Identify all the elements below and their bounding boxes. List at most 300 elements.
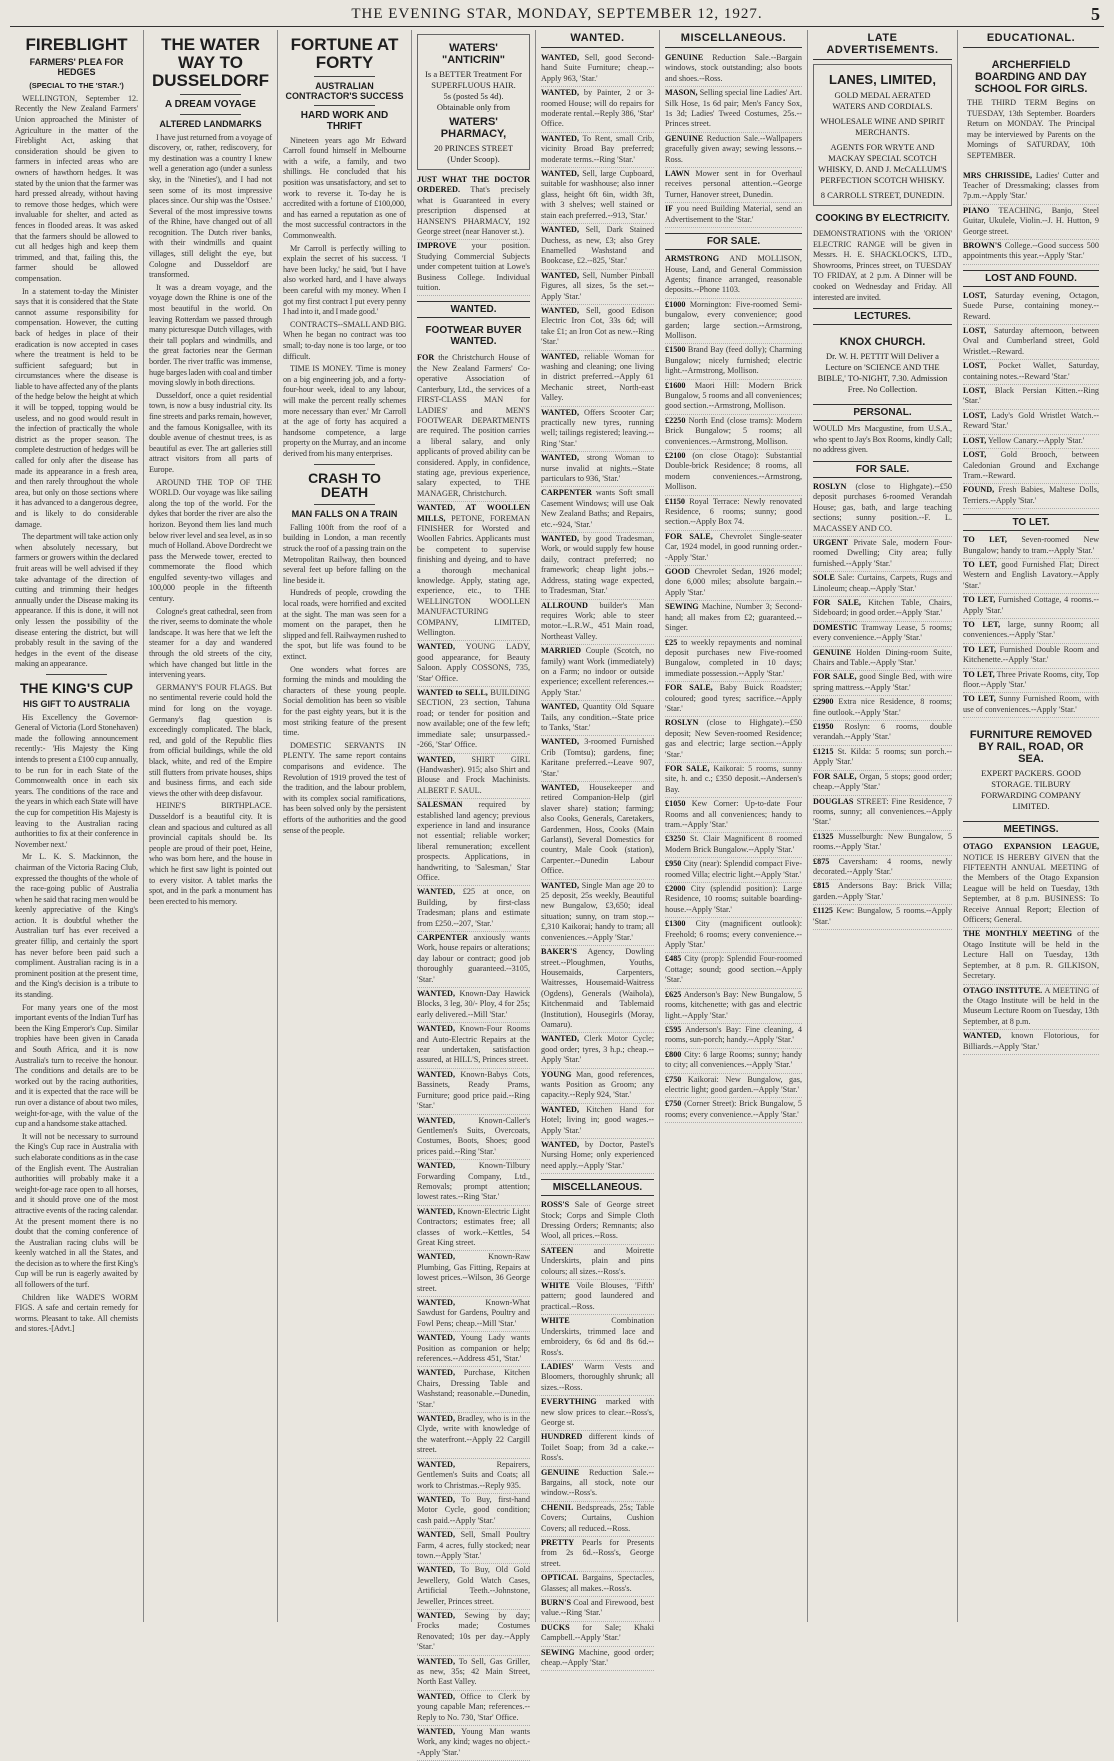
classified-ad-text: Coal and Firewood, best value.--Ring 'Star.'	[541, 1598, 654, 1618]
masthead-title: THE EVENING STAR, MONDAY, SEPTEMBER 12, 1927.	[351, 6, 763, 22]
classified-ad-heading: WANTED,	[541, 1034, 579, 1044]
classified-ad-heading: WANTED,	[963, 1031, 1001, 1041]
classified-ad-text: 3-roomed Furnished Crib (Tomtsu); gardens, fine; Karitane preferred.--Leave 907, 'Star.'	[541, 737, 654, 778]
classified-ad-text: Sell, large Cupboard, suitable for washhouse; also inner glass, height 6ft 6in, width 3ft, with 3 shelves; well stained or stain each preferred.--913, 'Star.'	[541, 169, 654, 220]
lanes-title: LANES, LIMITED,	[829, 72, 936, 87]
classified-ad	[665, 415, 802, 450]
classified-ad	[541, 645, 654, 701]
school-advertisement	[963, 52, 1099, 166]
article-paragraph: Cologne's great cathedral, seen from the river, seems to dominate the whole landscape. It was here that we left the steamer for a day and wandered through the old streets of the city, which have changed but little in the intervening years.	[149, 606, 272, 680]
classified-ad	[963, 669, 1099, 694]
classified-ad-heading: THE MONTHLY MEETING	[963, 929, 1073, 939]
article-paragraph: It was a dream voyage, and the voyage down the Rhine is one of the most beautiful in the world. On leaving Rotterdam we passed through many picturesque Dutch villages, with their tall poplars and windmills, and the great factories near the German border. The river traffic was immense, huge barges laden with coal and timber moving slowly in both directions.	[149, 282, 272, 388]
classified-ad-text: of the Otago Institute will be held in the Lecture Hall on Tuesday, 13th September, at 8 p.m. R. GILKISON, Secretary.	[963, 929, 1100, 981]
classified-ad	[417, 1494, 530, 1529]
lecture-title: KNOX CHURCH.	[839, 336, 926, 349]
classified-ad-heading: WHITE	[541, 1316, 570, 1326]
classified-ad-heading: WANTED,	[541, 702, 579, 712]
classified-ad-heading: WANTED,	[417, 887, 455, 897]
classified-ad-text: Known-Four Rooms and Auto-Electric Repairs at the rear undertaken, satisfaction assured, at HILL'S, Princes street.	[417, 1024, 530, 1065]
classified-ad-text: (close to Highgate).--£50 deposit purchases 6-roomed Verandah House; gas, bath, and large teaching sections; sunny position.--F. L. MACASSEY AND CO.	[813, 481, 952, 533]
divider	[314, 105, 376, 106]
classified-ad-heading: WANTED,	[541, 225, 579, 235]
classified-ad-heading: SATEEN	[541, 1245, 574, 1255]
anticrin-title: WATERS' "ANTICRIN"	[442, 42, 505, 66]
classified-ad-text: by Painter, 2 or 3-roomed House; will do repairs for moderate rental.--Reply 386, 'Star' Office.	[541, 88, 655, 129]
classified-ad-text: marked with new slow prices to clear.--Ross's, George st.	[541, 1397, 654, 1427]
classified-ad-heading: WHITE	[541, 1281, 570, 1291]
crash-body	[283, 523, 406, 836]
classified-ad-text: £25 at once, on Building, by first-class Tradesman; plans and estimate from £250.--207, 'Star.'	[417, 887, 530, 928]
classified-ad	[417, 502, 530, 641]
classified-ad-text: Mower sent in for Overhaul receives personal attention.--George Turner, Hanover street, Dunedin.	[665, 169, 802, 199]
classified-ad-heading: OTAGO EXPANSION LEAGUE,	[963, 842, 1099, 852]
classified-ad-heading: BURN'S	[541, 1598, 572, 1608]
lecture-advertisement	[813, 329, 952, 399]
classified-ad-text: Warm Vests and Bloomers, thoroughly shrunk; all sizes.--Ross.	[541, 1361, 654, 1392]
classified-ad-heading: BROWN'S	[963, 241, 1002, 250]
classified-ad-text: good Single Bed, with wire spring mattress.--Apply 'Star.'	[813, 672, 953, 692]
classified-ad-text: Bradley, who is in the Clyde, write with knowledge of the waterfront.--Apply 22 Cargill street.	[417, 1414, 530, 1455]
anticrin-advertisement	[417, 34, 530, 170]
classified-ad-heading: £1000	[665, 299, 686, 309]
classified-ad-heading: LOST,	[963, 326, 987, 336]
classified-ad	[417, 1251, 530, 1297]
lanes-address: 8 CARROLL STREET, DUNEDIN.	[820, 190, 945, 200]
classified-ad-heading: FOR SALE,	[813, 771, 857, 781]
classified-ad	[813, 537, 952, 572]
classified-ad-heading: £750	[665, 1099, 682, 1109]
classified-ad	[665, 344, 802, 379]
classified-ad	[963, 644, 1099, 669]
anticrin-line: Is a BETTER Treatment For SUPERFLUOUS HAIR.	[425, 69, 522, 90]
classified-ad-text: Kaikorai: 5 rooms, sunny site, h. and c.; £350 deposit.--Andersen's Bay.	[665, 763, 803, 794]
article-paragraph: Mr L. K. S. Mackinnon, the chairman of the Victoria Racing Club, expressed the thoughts of the whole of the race-going public of Australia when he said that racing men would be keenly appreciative of the King's action. It is doubtful whether the Australian turf has ever received a greater fillip, and certainly the sport has never before been paid such a compliment. Australian racing is in a prominent position at the present time, and the King's decision is a tribute to its standing.	[15, 852, 138, 1000]
classified-ad-heading: WANTED,	[417, 1691, 455, 1701]
classified-ad-heading: PIANO	[963, 205, 990, 215]
classified-ad-heading: WANTED,	[417, 1069, 455, 1079]
for-sale-section-header: FOR SALE.	[665, 233, 802, 250]
classified-ad-heading: LAWN	[665, 169, 690, 179]
classified-ad	[963, 205, 1099, 240]
classified-ad-heading: WANTED,	[417, 754, 455, 764]
divider	[180, 94, 242, 95]
classified-ad	[541, 1572, 654, 1597]
classified-ad	[963, 1030, 1099, 1055]
classified-ad-heading: LOST,	[963, 386, 987, 396]
classified-ad-heading: FOR SALE,	[813, 672, 857, 682]
cooking-header: COOKING BY ELECTRICITY.	[815, 213, 950, 224]
classified-ad-heading: £2000	[665, 884, 686, 894]
classified-ad	[417, 1459, 530, 1494]
classified-ad	[417, 1297, 530, 1332]
classified-ad-heading: WANTED,	[541, 133, 579, 143]
classified-ad-heading: SOLE	[813, 573, 835, 583]
classified-ad-heading: ARMSTRONG	[665, 254, 720, 264]
classified-ad-text: good Furnished Flat; Direct Western and English Lavatory.--Apply 'Star.'	[963, 559, 1100, 590]
classified-ad	[665, 637, 802, 683]
classified-ad-text: Ladies' Cutter and Teacher of Dressmaking; classes from 7p.m.--Apply 'Star.'	[963, 170, 1099, 201]
classified-ad-text: wants Soft small Casement Windows; will use Oak New Zealand Baths; and Repairs, etc.--924, 'Star.'	[541, 488, 654, 529]
classified-ad-heading: TO LET,	[963, 595, 996, 605]
classified-ad-text: Seven-roomed New Bungalow; handy to tram.--Apply 'Star.'	[963, 535, 1099, 555]
classified-ad-text: Office to Clerk by young capable Man; references.--Reply to No. 730, 'Star' Office.	[417, 1691, 530, 1722]
classified-ad	[963, 594, 1099, 619]
classified-list	[963, 170, 1099, 265]
classified-ad-text: Sunny Furnished Room, with use of conveniences.--Apply 'Star.'	[963, 694, 1099, 714]
classified-ad	[963, 693, 1099, 718]
classified-ad-text: Quantity Old Square Tails, any condition.--State price to Tanks, 'Star.'	[541, 702, 655, 732]
classified-ad	[813, 831, 952, 856]
school-title: ARCHERFIELD BOARDING AND DAY SCHOOL FOR GIRLS.	[974, 59, 1088, 95]
classified-ad-text: large, sunny Room; all conveniences.--Apply 'Star.'	[963, 619, 1099, 640]
classified-ad-heading: SEWING	[541, 1647, 575, 1657]
classified-ad-heading: £1500	[665, 345, 686, 355]
classified-ad-text: Bargains, Spectacles, Glasses; all makes.--Ross's.	[541, 1573, 655, 1593]
classified-ad	[541, 452, 654, 487]
classified-ad-text: City (magnificent outlook): Freehold; 6 rooms; every convenience.--Apply 'Star.'	[665, 919, 803, 950]
school-text: THE THIRD TERM Begins on TUESDAY, 13th September. Boarders Return on MONDAY. The Principal may be interviewed by Parents on the Mornings of SATURDAY, 10th SEPTEMBER.	[967, 98, 1095, 160]
classified-ad-heading: SEWING	[665, 602, 699, 612]
classified-ad-text: St. Clair Magnificent 8 roomed Modern Brick Bungalow.--Apply 'Star.'	[665, 834, 802, 854]
classified-ad	[963, 484, 1099, 509]
dusseldorf-subhead-2: ALTERED LANDMARKS	[159, 118, 262, 129]
classified-ad-text: To Sell, Gas Griller, as new, 35s; 42 Main Street, North East Valley.	[417, 1656, 530, 1687]
classified-ad	[963, 360, 1099, 385]
classified-ad-heading: WANTED,	[417, 1024, 455, 1034]
classified-ad	[541, 1245, 654, 1280]
classified-ad-heading: £875	[813, 856, 830, 866]
personal-header: PERSONAL.	[813, 404, 952, 421]
classified-ad-text: builder's Man requires Work; able to steer motor.--L.R.W., 451 Main road, Northeast Valley.	[541, 600, 654, 641]
classified-ad	[665, 833, 802, 858]
classified-ad	[541, 736, 654, 782]
divider	[46, 674, 108, 675]
classified-ad-text: Machine, good order; cheap.--Apply 'Star.'	[541, 1647, 654, 1668]
classified-ad-heading: DUCKS	[541, 1622, 570, 1632]
classified-ad-text: Kaikorai: New Bungalow, gas, electric light; good garden.--Apply 'Star.'	[665, 1074, 802, 1094]
classified-ad-text: Saturday evening, Octagon, Suede Purse, containing money.--Reward.	[963, 290, 1100, 321]
classified-ad-text: Bedspreads, 25s; Table Covers; Curtains, Cushion Covers; all reduced.--Ross.	[541, 1502, 654, 1533]
classified-ad-text: To Rent, small Crib, vicinity Broad Bay preferred; moderate terms.--Ring 'Star.'	[541, 133, 654, 164]
classified-ad-heading: HUNDRED	[541, 1432, 583, 1442]
classified-ad-text: Known-Caller's Gentlemen's Suits, Overcoats, Costumes, Boots, Shoes; good prices paid.--Ring 'Star.'	[417, 1115, 530, 1156]
classified-ad-heading: SALESMAN	[417, 800, 463, 810]
classified-ad	[665, 1024, 802, 1049]
classified-ad-heading: £750	[665, 1074, 682, 1084]
classified-ad	[417, 1529, 530, 1564]
classified-ad-text: Extra nice Residence, 8 rooms; fine outlook.--Apply 'Star.'	[813, 697, 953, 717]
classified-ad	[813, 572, 952, 597]
classified-ad-text: (Corner Street): Brick Bungalow, 5 rooms; every convenience.--Apply 'Star.'	[665, 1099, 802, 1119]
classified-ad-heading: WANTED,	[417, 1459, 455, 1469]
classified-ad-heading: £625	[665, 989, 682, 999]
classified-ad	[963, 449, 1099, 484]
classified-ad-heading: £1600	[665, 380, 686, 390]
article-paragraph: One wonders what forces are forming the minds and moulding the characters of these young people. Social demolition has been so visible for the past eighty years, but it is the most striking feature of the present time.	[283, 664, 406, 738]
classified-ad-heading: WANTED to SELL,	[417, 688, 488, 698]
classified-ad-text: Voile Blouses, 'Fifth' pattern; good laundered and practical.--Ross.	[541, 1281, 654, 1311]
classified-ad-text: Young Man wants Work, any kind; wages no object.--Apply 'Star.'	[417, 1727, 531, 1757]
classified-ad	[665, 566, 802, 601]
classified-ad-text: Holden Dining-room Suite, Chairs and Table.--Apply 'Star.'	[813, 647, 952, 668]
classified-ad-text: Reduction Sale.--Wallpapers gracefully given away; sewing lessons.--Ross.	[665, 133, 802, 164]
classified-ad-text: Musselburgh: New Bungalow, 5 rooms.--Apply 'Star.'	[813, 831, 953, 852]
classified-ad	[813, 696, 952, 721]
anticrin-line-2: Obtainable only from	[436, 102, 511, 112]
fortune-subhead: AUSTRALIAN CONTRACTOR'S SUCCESS	[285, 80, 404, 101]
classified-ad-text: by good Tradesman, Work, or would supply few house daily, contract preferred; no framework; cheap light jobs.--Address, stating wage expected, to Tradesman, 'Star.'	[541, 534, 655, 596]
article-paragraph: TIME IS MONEY. 'Time is money on a big engineering job, and a forty-four-hour week, ideal to any labour, will make the percent really schemes more necessary than ever.' Mr Carroll at the age of forty has acquired a handsome competence, a large property on the Murray, and an income derived from his many enterprises.	[283, 364, 406, 458]
classified-ad-heading: WANTED,	[417, 1610, 455, 1620]
classified-ad-heading: WANTED,	[417, 1333, 455, 1343]
classified-ad-text: NOTICE IS HEREBY GIVEN that the FIFTEENTH ANNUAL MEETING of the Members of the Otago Expansion League will be held on Tuesday, 13th September, at 8 p.m. BUSINESS: To Receive Annual Report; Election of Officers; General.	[963, 852, 1099, 925]
classified-ad-text: Anderson's Bay: Fine cleaning, 4 rooms, sun-porch; handy.--Apply 'Star.'	[665, 1024, 802, 1045]
classified-ad-heading: WANTED,	[417, 1298, 455, 1307]
classified-ad-heading: WANTED,	[541, 53, 579, 62]
classified-ad-heading: £1325	[813, 831, 834, 841]
classified-ad-text: Sell, Dark Stained Duchess, as new, £3; also Grey Enamelled Washstand and Bookcase, £2.--825, 'Star.'	[541, 225, 655, 266]
divider	[314, 504, 376, 505]
classified-ad-heading: WANTED,	[417, 1252, 455, 1262]
classified-ad-text: Royal Terrace: Newly renovated Residence, 6 rooms; sunny; good section.--Apply Box 74.	[665, 496, 802, 527]
classified-ad-heading: TO LET,	[963, 669, 995, 679]
classified-ad-text: SHIRT GIRL (Handwasher). 915; also Shirt and Blouse and Frock Machinists. ALBERT F. SAUL.	[417, 754, 530, 795]
classified-ad-text: City: 6 large Rooms; sunny; handy to city; all conveniences.--Apply 'Star.'	[665, 1049, 803, 1070]
classified-ad-heading: LOST,	[963, 435, 987, 445]
classified-ad	[417, 1367, 530, 1413]
classified-ad-heading: WANTED,	[417, 1494, 455, 1504]
classified-ad-heading: WANTED,	[541, 88, 579, 98]
column-3	[278, 30, 412, 1622]
miscellaneous-section-header: MISCELLANEOUS.	[665, 30, 802, 48]
classified-ad	[541, 305, 654, 351]
fireblight-subhead: FARMERS' PLEA FOR HEDGES	[29, 56, 124, 77]
classified-ad-text: Organ, 5 stops; good order; cheap.--Apply 'Star.'	[813, 771, 952, 792]
classified-ad	[541, 52, 654, 87]
classified-ad	[417, 1115, 530, 1161]
classified-ad	[665, 87, 802, 133]
classified-ad-heading: WANTED,	[541, 1104, 579, 1114]
classified-ad	[417, 754, 530, 800]
classified-ad	[813, 597, 952, 622]
page-number: 5	[1091, 4, 1100, 24]
classified-ad	[963, 385, 1099, 410]
column-7	[808, 30, 958, 1622]
classified-ad-heading: WANTED,	[541, 351, 579, 361]
classified-ad	[541, 407, 654, 453]
classified-ad-text: known Flotorious, for Billiards.--Apply 'Star.'	[963, 1031, 1100, 1051]
classified-ad-text: TEACHING, Banjo, Steel Guitar, Ukulele, Violin.--J. H. Hutton, 9 George street.	[963, 205, 1099, 236]
classified-ad-text: To Buy, first-hand Motor Cycle, good condition; cash paid.--Apply 'Star.'	[417, 1494, 530, 1525]
classified-ad	[665, 531, 802, 566]
article-paragraph: For many years one of the most important events of the Indian Turf has been the King Emperor's Cup. Similar trophies have been given in Canada and South Africa, and it is now Australia's turn to receive the honour. The conditions and details are to be worked out by the racing authorities, and it is expected that the race will be run over a distance of about two miles, weight-for-age, with the value of the cup and a handsome stake attached.	[15, 1002, 138, 1129]
classified-ad	[541, 1622, 654, 1647]
classified-ad-text: Reduction Sale.--Bargains, all stock, note our window.--Ross's.	[541, 1467, 654, 1498]
meetings-header: MEETINGS.	[963, 821, 1099, 838]
classified-ad-text: Kitchen Hand for Hotel; living in; good wages.--Apply 'Star.'	[541, 1104, 654, 1135]
classified-ad	[665, 883, 802, 918]
classified-ad-heading: WANTED,	[541, 1140, 579, 1149]
classified-ad-heading: DOUGLAS	[813, 796, 854, 806]
classified-ad	[541, 1033, 654, 1068]
classified-ad	[417, 1726, 530, 1761]
classified-ad-text: Yellow Canary.--Apply 'Star.'	[988, 435, 1085, 445]
classified-ad	[963, 435, 1099, 449]
classified-ad-text: Lady's Gold Wristlet Watch.--Reward 'Star.'	[963, 410, 1099, 431]
furniture-advertisement	[963, 722, 1099, 816]
article-paragraph: I have just returned from a voyage of discovery, or, rather, rediscovery, for my destination was a country I knew well a generation ago (under a sunless sky, in the 'Nineties'), and I had not seen some of its most impressive places since. Our ship was the 'Ostsee.' Several of the most impressive towns of the Rhine, have changed out of all recognition. The Dutch river banks, with their windmills and quaint villages, still delight the eye, but Cologne and Dusseldorf are transformed.	[149, 132, 272, 280]
classified-ad-text: St. Kilda: 5 rooms; sun porch.--Apply 'Star.'	[813, 746, 952, 767]
classified-ad	[813, 856, 952, 881]
classified-ad	[417, 1413, 530, 1459]
classified-ad-text: Agency, Dowling street.--Ploughmen, Youths, Housemaids, Carpenters, Waitresses, Housemaid-Waitress (Ogdens), Generals (Waihola), Kitchenmaid and Tablemaid (Institution), Housegirls (Moray, Oamaru).	[541, 947, 654, 1029]
classified-ad	[541, 351, 654, 407]
classified-ad	[417, 1069, 530, 1115]
classified-ad-heading: WANTED,	[541, 407, 579, 417]
kingscup-subhead: HIS GIFT TO AUSTRALIA	[23, 698, 130, 709]
classified-ad-text: City (near): Splendid compact Five-roomed Villa; electric light.--Apply 'Star.'	[665, 859, 802, 879]
classified-ad-text: Man, good references, wants Position as Groom; any capacity.--Reply 924, 'Star.'	[541, 1069, 654, 1100]
classified-ad-text: Chevrolet Single-seater Car, 1924 model, in good running order.--Apply 'Star.'	[665, 531, 803, 562]
classified-ad	[963, 534, 1099, 559]
classified-ad-text: Fresh Babies, Maltese Dolls, Terriers.--Apply 'Star.'	[963, 485, 1100, 505]
classified-ad	[665, 52, 802, 87]
lectures-header: LECTURES.	[813, 308, 952, 325]
classified-ad	[541, 946, 654, 1033]
classified-ad-text: (close to Highgate).--£50 deposit; New Seven-roomed Residence; gas and electric; large section.--Apply 'Star.'	[665, 718, 803, 759]
classified-ad-heading: GOOD	[665, 567, 691, 577]
classified-ad	[665, 1098, 802, 1123]
classified-ad-heading: FOR SALE,	[813, 598, 861, 607]
classified-ad	[541, 270, 654, 305]
classified-ad-heading: FOR	[417, 353, 435, 363]
classified-ad-heading: OTAGO INSTITUTE.	[963, 985, 1043, 995]
classified-ad-text: different kinds of Toilet Soap; from 3d a cake.--Ross's.	[541, 1432, 654, 1463]
classified-ad-text: BUILDING SECTION, 23 section, Tahuna road; or tender for position and now available; one of the few left; immediate sale; unsurpassed.--266, 'Star' Office.	[417, 688, 530, 750]
classified-ad	[963, 240, 1099, 265]
classified-ad-heading: £815	[813, 881, 830, 891]
classified-ad-text: Sewing by day; Frocks made; Costumes Renovated; 10s per day.--Apply 'Star.'	[417, 1610, 530, 1652]
classified-ad-heading: WANTED,	[417, 1565, 455, 1575]
classified-ad	[417, 1691, 530, 1726]
classified-ad-heading: WANTED,	[417, 1115, 455, 1125]
classified-ad-text: Sell, Number Pinball Figures, all sizes, 5s the set.--Apply 'Star.'	[541, 270, 655, 301]
advertisement-footnote: Children like WADE'S WORM FIGS. A safe and certain remedy for worms. Pleasant to take. All chemists and stores.-[Advt.]	[15, 1292, 138, 1334]
miscellaneous-section-header: MISCELLANEOUS.	[541, 1179, 654, 1196]
classified-ad-text: Sale of George street Stock; Corps and Simple Cloth Dressing Orders; Remnants; also Wool, all prices.--Ross.	[541, 1200, 654, 1241]
classified-ad-heading: ROSLYN	[665, 718, 699, 728]
classified-ad-text: (on close Otago): Substantial Double-brick Residence; 8 rooms, all modern conveniences.--Armstrong, Mollison.	[665, 451, 803, 492]
classified-ad-heading: LOST,	[963, 450, 987, 460]
classified-ad-text: Maori Hill: Modern Brick Bungalow, 5 rooms and all conveniences; good section.--Armstrong, Mollison.	[665, 380, 803, 411]
classified-ad-text: City (prop): Splendid Four-roomed Cottage; sound; good section.--Apply 'Star.'	[665, 954, 802, 985]
classified-ad-text: AND MOLLISON, House, Land, and General Commission Agents; finance arranged, reasonable deposits.--Phone 1103.	[665, 254, 802, 295]
footwear-header: FOOTWEAR BUYER WANTED.	[425, 325, 522, 348]
classified-ad-text: PETONE, FOREMAN FINISHER for Worsted and Woollen Fabrics. Applicants must be competent to supervise finishing and dyeing, and to have a thorough mechanical knowledge. Apply, stating age, experience, etc., to THE WELLINGTON WOOLLEN MANUFACTURING COMPANY, LIMITED, Wellington.	[417, 513, 530, 638]
classified-ad-text: Clerk Motor Cycle; good order; tyres, 3 h.p.; cheap.--Apply 'Star.'	[541, 1034, 655, 1065]
classified-ad-heading: WANTED,	[417, 1530, 455, 1540]
classified-ad-heading: OPTICAL	[541, 1573, 579, 1583]
classified-ad-text: Kew Corner: Up-to-date Four Rooms and all conveniences; handy to tram.--Apply 'Star.'	[665, 799, 802, 829]
classified-ad-heading: TO LET,	[963, 535, 1007, 545]
classified-ad	[541, 1431, 654, 1466]
classified-ad-heading: WANTED,	[417, 1656, 455, 1666]
classified-ad	[541, 1315, 654, 1361]
classified-ad-heading: £1150	[665, 496, 686, 506]
classified-ad-heading: £1050	[665, 799, 686, 809]
classified-ad-text: Purchase, Kitchen Chairs, Dressing Table and Washstand; reasonable.--Dunedin, 'Star.'	[417, 1368, 530, 1409]
classified-ad	[541, 600, 654, 646]
classified-ad-heading: WANTED,	[541, 305, 579, 315]
classified-ad	[963, 928, 1099, 984]
classified-ad-heading: DOMESTIC	[813, 622, 858, 632]
classified-ad-text: Machine, Number 3; Second-hand; all makes from £2; guaranteed.--Singer.	[665, 602, 803, 633]
classified-ad	[665, 717, 802, 763]
classified-ad-heading: £1300	[665, 919, 686, 929]
classified-ad	[665, 858, 802, 883]
classified-ad-text: Mornington: Five-roomed Semi-bungalow, every convenience; good garden; large section.--Armstrong, Mollison.	[665, 299, 803, 340]
classified-list	[665, 52, 802, 228]
lanes-line: GOLD MEDAL AERATED WATERS AND CORDIALS.	[832, 90, 933, 111]
classified-ad-text: Known-Babys Cots, Bassinets, Ready Prams, Furniture; good price paid.--Ring 'Star.'	[417, 1069, 530, 1111]
classified-ad	[541, 1199, 654, 1245]
classified-ad-heading: WANTED,	[541, 453, 579, 463]
classified-ad-text: A MEETING of the Otago Institute will be held in the Museum Lecture Room on Tuesday, 13th September, at 8 p.m.	[963, 985, 1099, 1026]
classified-ad-text: Sell, good Edison Electric Iron Cot, 33s 6d; will take £1; an Iron Cot as new.--Ring 'Star.'	[541, 305, 654, 347]
classified-ad	[417, 1023, 530, 1069]
classified-ad	[665, 168, 802, 203]
classified-ad-heading: £2900	[813, 697, 834, 707]
personal-text: WOULD Mrs Macgustine, from U.S.A., who spent to Jay's Box Rooms, kindly Call; no address given.	[813, 424, 952, 455]
lanes-advertisement	[813, 64, 952, 206]
classified-ad-text: the Christchurch House of the New Zealand Farmers' Co-operative Association of Canterbury, Ltd., the services of a FIRST-CLASS MAN for LADIES' and MEN'S FOOTWEAR DEPARTMENTS are required. The position carries a liberal salary, and only applicants of proved ability can be considered. Apply, in confidence, stating age, previous experience, salary expected, to THE MANAGER, Christchurch.	[417, 353, 530, 498]
article-paragraph: Hundreds of people, crowding the local roads, were horrified and excited at the sight. The man was seen for a moment on the parapet, then he slipped and fell. Railwaymen rushed to the spot, but life was found to be extinct.	[283, 588, 406, 661]
classified-ad-heading: ALLROUND	[541, 600, 588, 610]
classified-ad	[417, 352, 530, 502]
article-paragraph: HEINE'S BIRTHPLACE. Dusseldorf is a beautiful city. It is clean and spacious and cultured as all provincial capitals should be. Its people are proud of their poet, Heine, who was born here, and the house in which he first saw light is pointed out to every visitor. A tablet marks the spot, and in the park a monument has been erected to his memory.	[149, 801, 272, 906]
article-paragraph: WELLINGTON, September 12. Recently the New Zealand Farmers' Union approached the Minister of Agriculture in the matter of the Fireblight Act, asking that consideration should be given to farmers in infected areas who are owners of hawthorn hedges. It was stated by the union that the farmer was hard pressed already, without having to remove those hedges, which were invaluable for shelter, and acted as fences in flooded areas. It was asked that the farmers should be allowed to cut all hedges high and keep them trimmed, and that, failing this, the farmer should be allowed compensation.	[15, 93, 138, 283]
anticrin-pharmacy: WATERS' PHARMACY,	[440, 116, 507, 140]
classified-ad	[541, 1537, 654, 1572]
classified-ad-heading: WANTED,	[541, 737, 579, 747]
classified-ad	[963, 619, 1099, 644]
classified-ad	[417, 932, 530, 988]
classified-ad-heading: £3250	[665, 834, 686, 844]
article-paragraph: Falling 100ft from the roof of a building in London, a man recently struck the roof of a passing train on the Metropolitan Railway, then bounced several feet up before falling on the line beside it.	[283, 522, 406, 585]
classified-ad	[813, 796, 952, 831]
classified-ad	[417, 799, 530, 886]
classified-ad-heading: £2250	[665, 415, 686, 425]
classified-list	[665, 253, 802, 1123]
classified-ad-text: you need Building Material, send an Advertisement to the 'Star.'	[665, 204, 803, 224]
classified-ad-heading: WANTED,	[417, 1414, 455, 1424]
classified-ad-text: Anderson's Bay: New Bungalow, 5 rooms, kitchenette; with gas and electric light.--Apply 'Star.'	[665, 989, 802, 1020]
classified-ad-heading: WANTED, AT WOOLLEN MILLS,	[417, 503, 530, 523]
classified-ad	[541, 87, 654, 133]
classified-ad-text: North End (close trams): Modern Brick Bungalow; 5 rooms; all conveniences.--Armstrong, Mollison.	[665, 415, 803, 446]
classified-ad	[417, 1610, 530, 1656]
lost-found-header: LOST AND FOUND.	[963, 270, 1099, 287]
classified-ad-text: Known-Electric Light Contractors; estimates free; all classes of work.--Kettles, 54 Great King street.	[417, 1206, 530, 1247]
classified-ad	[417, 1332, 530, 1367]
classified-list	[963, 841, 1099, 1055]
classified-ad	[665, 253, 802, 299]
crash-headline: CRASH TO DEATH	[308, 469, 381, 501]
classified-ad	[665, 496, 802, 531]
classified-ad-heading: MARRIED	[541, 646, 582, 656]
classified-ad-text: Known-Day Hawick Blocks, 3 leg, 30/- Ploy, 4 for 25s; early delivered.--Mill 'Star.'	[417, 989, 530, 1019]
